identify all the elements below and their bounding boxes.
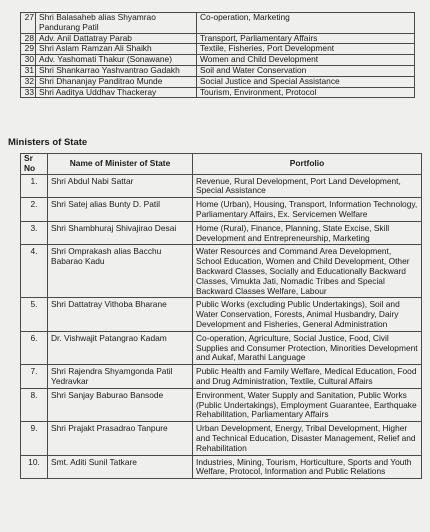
table-row — [21, 365, 422, 389]
minister-name: Shri Prajakt Prasadrao Tanpure — [48, 422, 193, 455]
table-row — [21, 76, 415, 87]
minister-name: Shri Dhananjay Panditrao Munde — [36, 76, 197, 87]
portfolio: Environment, Water Supply and Sanitation, Public Works (Public Undertakings), Employment Guarantee, Earthquake Rehabilitation, Parliamentary Affairs — [193, 388, 422, 421]
table-row — [21, 174, 422, 198]
portfolio: Co-operation, Agriculture, Social Justice, Food, Civil Supplies and Consumer Protection, Minorities Development and Aukaf, Marathi Language — [193, 331, 422, 364]
portfolio: Revenue, Rural Development, Port Land Development, Special Assistance — [193, 174, 422, 198]
minister-name: Shri Aaditya Uddhav Thackeray — [36, 87, 197, 98]
portfolio: Industries, Mining, Tourism, Horticulture, Sports and Youth Welfare, Protocol, Information and Public Relations — [193, 455, 422, 479]
portfolio: Transport, Parliamentary Affairs — [197, 33, 415, 44]
table-row — [21, 221, 422, 245]
minister-name: Shri Aslam Ramzan Ali Shaikh — [36, 44, 197, 55]
serial-number: 1. — [21, 174, 48, 198]
portfolio: Public Works (excluding Public Undertakings), Soil and Water Conservation, Forests, Animal Husbandry, Dairy Development and Fisheries, General Administration — [193, 298, 422, 331]
portfolio: Public Health and Family Welfare, Medical Education, Food and Drug Administration, Textile, Cultural Affairs — [193, 365, 422, 389]
serial-number: 5. — [21, 298, 48, 331]
portfolio: Soil and Water Conservation — [197, 65, 415, 76]
portfolio: Water Resources and Command Area Development, School Education, Women and Child Development, Other Backward Classes, Socially and Educationally Backward Classes, Vimukta Jati, Nomadic Tribes and Special Backward Classes Welfare, Labour — [193, 245, 422, 298]
minister-name: Shri Shambhuraj Shivajirao Desai — [48, 221, 193, 245]
portfolio: Textile, Fisheries, Port Development — [197, 44, 415, 55]
serial-number: 7. — [21, 365, 48, 389]
minister-name: Shri Sanjay Baburao Bansode — [48, 388, 193, 421]
portfolio: Social Justice and Special Assistance — [197, 76, 415, 87]
portfolio: Home (Urban), Housing, Transport, Information Technology, Parliamentary Affairs, Ex. Servicemen Welfare — [193, 198, 422, 222]
table-row — [21, 13, 415, 34]
minister-name: Shri Balasaheb alias Shyamrao Pandurang Patil — [36, 13, 197, 34]
serial-number: 8. — [21, 388, 48, 421]
serial-number: 6. — [21, 331, 48, 364]
minister-name: Adv. Anil Dattatray Parab — [36, 33, 197, 44]
cabinet-ministers-table — [20, 12, 415, 98]
serial-number: 3. — [21, 221, 48, 245]
table-row — [21, 44, 415, 55]
table-row — [21, 65, 415, 76]
column-header-name: Name of Minister of State — [48, 154, 193, 175]
table-row — [21, 388, 422, 421]
portfolio: Tourism, Environment, Protocol — [197, 87, 415, 98]
minister-name: Shri Rajendra Shyamgonda Patil Yedravkar — [48, 365, 193, 389]
portfolio: Women and Child Development — [197, 55, 415, 66]
table-header-row — [21, 154, 422, 175]
serial-number: 28 — [21, 33, 36, 44]
minister-name: Dr. Vishwajit Patangrao Kadam — [48, 331, 193, 364]
serial-number: 31 — [21, 65, 36, 76]
minister-name: Shri Dattatray Vithoba Bharane — [48, 298, 193, 331]
minister-name: Shri Satej alias Bunty D. Patil — [48, 198, 193, 222]
section-title: Ministers of State — [8, 137, 88, 148]
serial-number: 30 — [21, 55, 36, 66]
portfolio: Co-operation, Marketing — [197, 13, 415, 34]
column-header-sr-no: Sr No — [21, 154, 48, 175]
table-row — [21, 87, 415, 98]
serial-number: 9. — [21, 422, 48, 455]
serial-number: 27 — [21, 13, 36, 34]
table-row — [21, 55, 415, 66]
table-row — [21, 422, 422, 455]
serial-number: 33 — [21, 87, 36, 98]
ministers-of-state-table — [20, 153, 422, 479]
minister-name: Shri Shankarrao Yashvantrao Gadakh — [36, 65, 197, 76]
minister-name: Shri Omprakash alias Bacchu Babarao Kadu — [48, 245, 193, 298]
serial-number: 4. — [21, 245, 48, 298]
table-row — [21, 298, 422, 331]
portfolio: Urban Development, Energy, Tribal Development, Higher and Technical Education, Disaster Management, Relief and Rehabilitation — [193, 422, 422, 455]
column-header-portfolio: Portfolio — [193, 154, 422, 175]
serial-number: 29 — [21, 44, 36, 55]
table-row — [21, 33, 415, 44]
serial-number: 10. — [21, 455, 48, 479]
table-row — [21, 245, 422, 298]
table-row — [21, 198, 422, 222]
table-row — [21, 455, 422, 479]
minister-name: Adv. Yashomati Thakur (Sonawane) — [36, 55, 197, 66]
minister-name: Shri Abdul Nabi Sattar — [48, 174, 193, 198]
serial-number: 2. — [21, 198, 48, 222]
portfolio: Home (Rural), Finance, Planning, State Excise, Skill Development and Entrepreneurship, Marketing — [193, 221, 422, 245]
table-row — [21, 331, 422, 364]
minister-name: Smt. Aditi Sunil Tatkare — [48, 455, 193, 479]
serial-number: 32 — [21, 76, 36, 87]
